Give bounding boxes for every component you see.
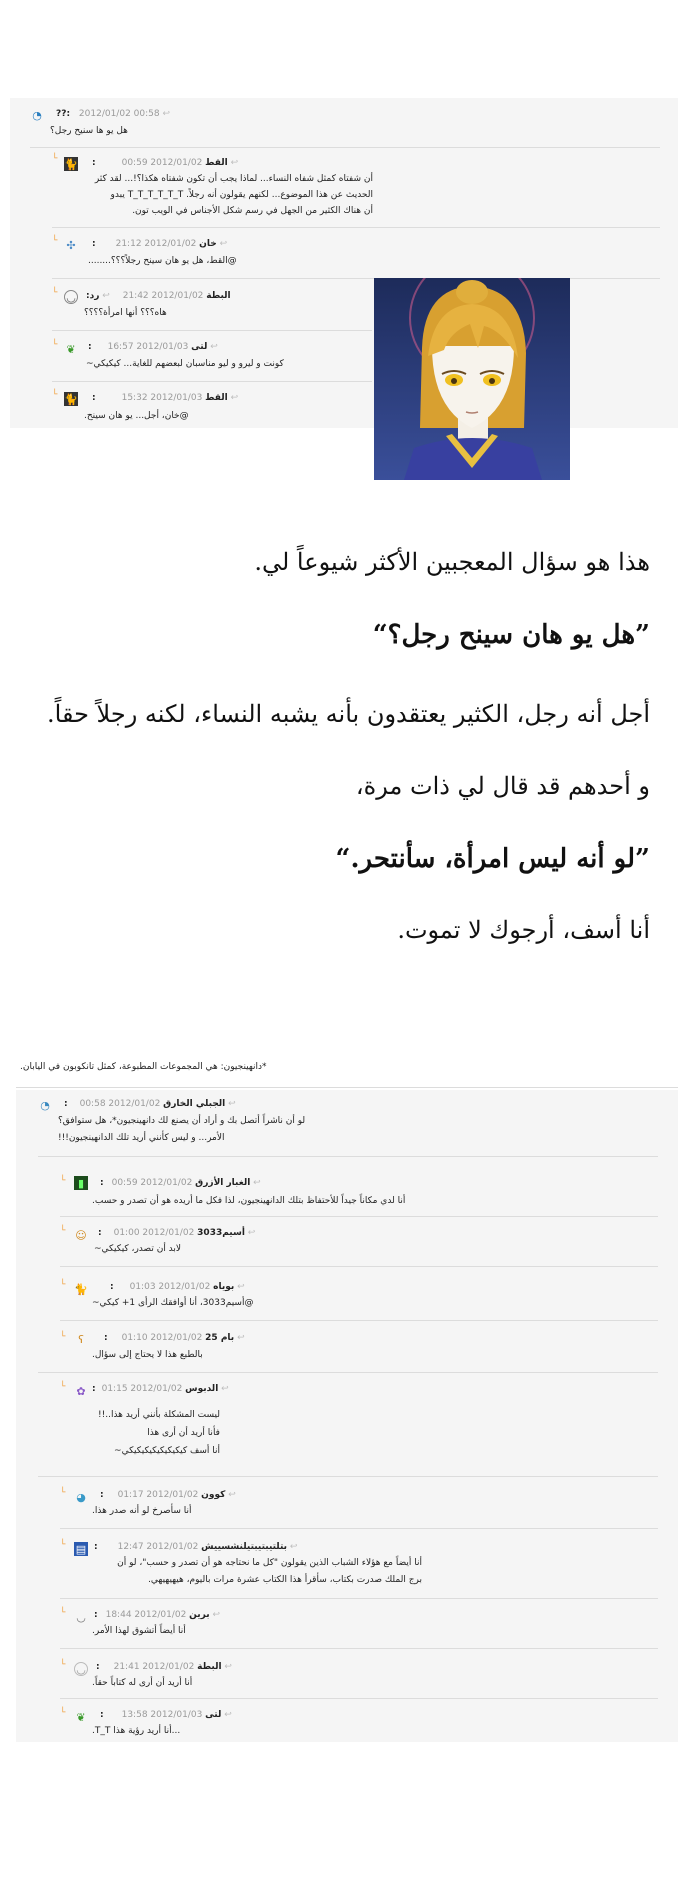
reply-connector-icon: └	[60, 1176, 66, 1186]
reply-connector-icon: └	[60, 1660, 66, 1670]
comment-text: الحديث عن هذا الموضوع... لكنهم يقولون أنه رجلاً. T_T_T_T_T_T يبدو	[110, 190, 373, 200]
comment-author[interactable]: :كوون	[100, 1490, 226, 1500]
bear-avatar-icon: ʕ	[78, 1332, 84, 1346]
reply-arrow-icon[interactable]: ↩	[212, 1610, 221, 1620]
divider	[38, 1372, 658, 1373]
comment-date: 2012/01/02 01:10	[121, 1333, 203, 1343]
comment-text: أنا أسف كيكيكيكيكيكيكيكي~	[114, 1446, 220, 1456]
comment-author[interactable]: :الجبلي الخارق	[64, 1099, 226, 1109]
comment-author[interactable]: :القط	[92, 158, 228, 168]
divider	[60, 1528, 658, 1529]
reply-arrow-icon[interactable]: ↩	[210, 342, 218, 352]
comment-date: 2012/01/02 01:00	[113, 1228, 195, 1238]
divider	[52, 227, 660, 228]
divider	[60, 1216, 658, 1217]
reply-arrow-icon[interactable]: ↩	[224, 1662, 232, 1672]
comment-date: 2012/01/02 21:42	[122, 291, 204, 301]
comment-header	[86, 291, 231, 301]
divider	[38, 1156, 658, 1157]
comment-author[interactable]: :البطة	[86, 291, 231, 301]
comment-date: 2012/01/02 18:44	[105, 1610, 187, 1620]
reply-arrow-icon[interactable]: ↩	[221, 1384, 229, 1394]
reply-connector-icon: └	[60, 1608, 66, 1618]
footnote: *دانهينجيون: هي المجموعات المطبوعة، كمثل تانكوبون في اليابان.	[20, 1062, 267, 1072]
comment-header	[98, 1228, 255, 1238]
comment-date: 2012/01/02 00:58	[79, 1099, 161, 1109]
reply-connector-icon: └	[60, 1540, 66, 1550]
reply-connector-icon: └	[60, 1708, 66, 1718]
comment-header	[94, 1610, 220, 1620]
comment-text: ليست المشكلة بأنني أريد هذا..!!	[98, 1410, 220, 1420]
story-line: أجل أنه رجل، الكثير يعتقدون بأنه يشبه النساء، لكنه رجلاً حقاً.	[47, 700, 650, 728]
comment-date: 2012/01/03 13:58	[121, 1710, 203, 1720]
comment-text: أنا أيضاً أتشوق لهذا الأمر.	[92, 1626, 186, 1636]
reply-connector-icon: └	[60, 1280, 66, 1290]
reply-arrow-icon[interactable]: ↩	[237, 1282, 245, 1292]
comment-date: 2012/01/02 01:03	[129, 1282, 211, 1292]
comment-date: 2012/01/03 16:57	[107, 342, 189, 352]
comment-date: 2012/01/02 01:15	[101, 1384, 183, 1394]
reply-connector-icon: └	[52, 288, 58, 298]
comment-text: هل يو ها سنيح رجل؟	[50, 126, 128, 136]
duck-avatar-icon: ◡	[64, 290, 78, 304]
divider	[60, 1266, 658, 1267]
comment-date: 2012/01/02 00:59	[121, 158, 203, 168]
cat-avatar-icon: 🐈	[74, 1282, 88, 1296]
reply-arrow-icon[interactable]: ↩	[224, 1710, 232, 1720]
comment-author[interactable]: :القط	[92, 393, 228, 403]
reply-label[interactable]: رد	[89, 291, 100, 301]
comment-text: فأنا أريد أن أرى هذا	[147, 1428, 220, 1438]
comment-date: 2012/01/03 15:32	[121, 393, 203, 403]
comment-author[interactable]: :بام 25	[104, 1333, 235, 1343]
comment-text: أنا أريد أن أرى له كتاباً حقاً.	[92, 1678, 193, 1688]
comment-text: بالطبع هذا لا يحتاج إلى سؤال.	[92, 1350, 203, 1360]
comment-author[interactable]: :لتى	[100, 1710, 222, 1720]
comment-header	[92, 239, 227, 249]
reply-arrow-icon[interactable]: ↩	[228, 1490, 236, 1500]
divider	[60, 1698, 658, 1699]
story-quote-line: ”لو أنه ليس امرأة، سأنتحر.“	[335, 844, 650, 874]
comment-header	[104, 1333, 245, 1343]
comment-text: أنا لدي مكاناً جيداً للأحتفاظ بتلك الدانهينجيون، لذا فكل ما أريده هو أن تصدر و حسب.	[92, 1196, 406, 1206]
sky-avatar-icon: ▤	[75, 1542, 87, 1556]
comment-text: الأمر... و ليس كأنني أريد تلك الدانهينجيون!!!	[58, 1133, 225, 1143]
pinwheel-avatar-icon: ✣	[66, 238, 76, 252]
story-line: هذا هو سؤال المعجبين الأكثر شيوعاً لي.	[254, 548, 650, 576]
comment-header	[110, 1282, 245, 1292]
reply-connector-icon: └	[60, 1332, 66, 1342]
comment-text: ...أنا أريد رؤية هذا T_T.	[92, 1726, 181, 1736]
divider	[52, 330, 372, 331]
reply-arrow-icon[interactable]: ↩	[253, 1178, 261, 1188]
comment-author[interactable]: :برين	[94, 1610, 210, 1620]
comment-text: هاه؟؟؟ أنها امرأة؟؟؟؟	[84, 308, 167, 318]
comment-author[interactable]: ??:	[56, 109, 71, 119]
elephant-avatar-icon: ◕	[76, 1490, 86, 1504]
comment-text: أنا سأصرخ لو أنه صدر هذا.	[92, 1506, 192, 1516]
comment-author[interactable]: :خان	[92, 239, 217, 249]
comment-text: كونت و ليرو و ليو مناسبان لبعضهم للغاية... كيكيكي~	[86, 359, 284, 369]
divider	[30, 147, 660, 148]
character-portrait	[374, 278, 570, 480]
comment-date: 2012/01/02 00:58	[78, 109, 160, 119]
cat-avatar-icon: 🐈	[64, 157, 78, 171]
comment-header	[88, 342, 218, 352]
story-line: و أحدهم قد قال لي ذات مرة،	[355, 772, 650, 800]
reply-connector-icon: └	[52, 154, 58, 164]
avatar-icon: ◔	[32, 108, 42, 122]
divider	[60, 1648, 658, 1649]
reply-arrow-icon[interactable]: ↩	[230, 393, 239, 403]
comment-header	[92, 1384, 229, 1394]
comment-date: 2012/01/02 12:47	[117, 1542, 199, 1552]
comment-text: @أسيم3033، أنا أوافقك الرأى 1+ كيكي~	[92, 1298, 254, 1308]
comment-author[interactable]: :لتى	[88, 342, 208, 352]
comment-date: 2012/01/02 21:41	[113, 1662, 195, 1672]
divider	[60, 1320, 658, 1321]
reply-arrow-icon[interactable]: ↩	[289, 1542, 298, 1552]
comment-text: أنا أيضاً مع هؤلاء الشباب الذين يقولون "كل ما نحتاجه هو أن تصدر و حسب"، لو أن	[117, 1558, 422, 1568]
avatar-icon: ◔	[40, 1098, 50, 1112]
comment-header	[96, 1662, 232, 1672]
story-line: أنا أسف، أرجوك لا تموت.	[397, 916, 650, 944]
comment-author[interactable]: :أسيم3033	[98, 1228, 245, 1238]
reply-arrow-icon[interactable]: ↩	[219, 239, 228, 249]
comment-date: 2012/01/02 00:59	[111, 1178, 193, 1188]
cat-avatar-icon: 🐈	[64, 392, 78, 406]
smile-avatar-icon: ◡	[76, 1610, 86, 1624]
comment-author[interactable]: :بتلتيبتيبتيلنشسييش	[94, 1542, 288, 1552]
comment-header	[64, 1099, 236, 1109]
comment-header	[92, 158, 238, 168]
comment-author[interactable]: :البطة	[96, 1662, 222, 1672]
comment-author[interactable]: :الغبار الأزرق	[100, 1178, 251, 1188]
reply-arrow-icon[interactable]: ↩	[102, 291, 110, 301]
comment-header	[100, 1710, 232, 1720]
comment-text: @خان، أجل... يو هان سينح.	[84, 411, 189, 421]
comment-header	[100, 1490, 236, 1500]
reply-arrow-icon[interactable]: ↩	[237, 1333, 245, 1343]
divider	[52, 381, 372, 382]
matrix-avatar-icon: ▮	[74, 1176, 88, 1190]
comment-header	[94, 1542, 297, 1552]
comment-text: لو أن ناشراً أتصل بك و أراد أن يصنع لك دانهينجيون*، هل ستوافق؟	[58, 1116, 306, 1126]
reply-arrow-icon[interactable]: ↩	[247, 1228, 256, 1238]
sprout-avatar-icon: ❦	[66, 342, 76, 356]
story-quote-line: ”هل يو هان سينح رجل؟“	[372, 620, 650, 650]
reply-connector-icon: └	[52, 340, 58, 350]
comment-text: لابد أن تصدر، كيكيكي~	[94, 1244, 182, 1254]
comment-header	[100, 1178, 261, 1188]
reply-arrow-icon[interactable]: ↩	[228, 1099, 236, 1109]
reply-connector-icon: └	[52, 236, 58, 246]
comment-text: برج الملك صدرت بكتاب، سأقرأ هذا الكتاب عشرة مرات باليوم، هيهيهيهي.	[148, 1575, 422, 1585]
reply-connector-icon: └	[60, 1382, 66, 1392]
reply-connector-icon: └	[60, 1488, 66, 1498]
divider	[38, 1476, 658, 1477]
face-avatar-icon: ☺	[75, 1228, 87, 1242]
reply-connector-icon: └	[52, 390, 58, 400]
divider	[16, 1087, 678, 1088]
comment-author[interactable]: :بوياه	[110, 1282, 235, 1292]
duck-avatar-icon: ◡	[74, 1662, 88, 1676]
comment-header	[56, 109, 170, 119]
reply-arrow-icon[interactable]: ↩	[230, 158, 239, 168]
reply-connector-icon: └	[60, 1226, 66, 1236]
comment-text: أن هناك الكثير من الجهل في رسم شكل الأجناس في الويب تون.	[132, 206, 373, 216]
flower-avatar-icon: ✿	[76, 1384, 86, 1398]
divider	[60, 1598, 658, 1599]
comment-date: 2012/01/02 01:17	[117, 1490, 199, 1500]
comment-text: @القط، هل يو هان سينح رجلاً؟؟؟........	[88, 256, 237, 266]
comment-header	[92, 393, 238, 403]
comment-author[interactable]: :الدبوس	[92, 1384, 219, 1394]
comment-text: أن شفتاه كمثل شفاه النساء... لماذا يجب أن تكون شفتاه هكذا؟!... لقد كثر	[94, 174, 373, 184]
sprout-avatar-icon: ❦	[76, 1710, 86, 1724]
comment-date: 2012/01/02 21:12	[115, 239, 197, 249]
reply-arrow-icon[interactable]: ↩	[162, 109, 171, 119]
